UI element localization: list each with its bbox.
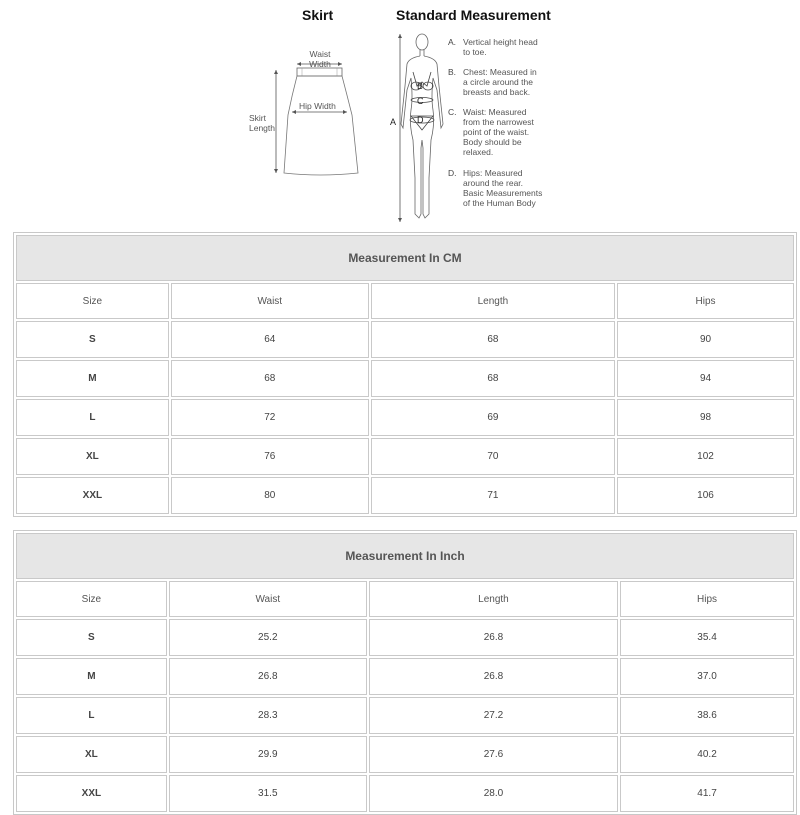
- length-cell: 68: [371, 321, 615, 358]
- hips-cell: 102: [617, 438, 794, 475]
- standard-measurement-heading: Standard Measurement: [396, 7, 551, 23]
- waist-cell: 29.9: [169, 736, 367, 773]
- skirt-length-label-line: Skirt: [249, 113, 266, 123]
- legend-line: from the narrowest: [463, 117, 534, 127]
- measurement-illustration: [0, 0, 800, 230]
- waist-cell: 68: [171, 360, 369, 397]
- size-table-inch: [13, 530, 797, 815]
- size-cell: S: [16, 321, 169, 358]
- legend-text: [463, 67, 558, 97]
- hips-cell: 106: [617, 477, 794, 514]
- legend-line: breasts and back.: [463, 87, 531, 97]
- skirt-length-label-line: Length: [249, 123, 275, 133]
- column-header: Size: [16, 581, 167, 617]
- size-cell: XL: [16, 438, 169, 475]
- legend-letter: C.: [448, 107, 457, 117]
- size-cell: XXL: [16, 775, 167, 812]
- waist-width-label-line: Width: [309, 59, 331, 69]
- waist-cell: 80: [171, 477, 369, 514]
- column-header: Length: [369, 581, 618, 617]
- table-header-row: [16, 283, 794, 319]
- hips-cell: 41.7: [620, 775, 794, 812]
- size-cell: L: [16, 399, 169, 436]
- length-cell: 70: [371, 438, 615, 475]
- body-letter-a: A: [390, 117, 397, 127]
- length-cell: 69: [371, 399, 615, 436]
- table-row: [16, 658, 794, 695]
- table-row: [16, 736, 794, 773]
- size-cell: M: [16, 360, 169, 397]
- table-title: Measurement In CM: [16, 235, 794, 281]
- length-cell: 68: [371, 360, 615, 397]
- hips-cell: 37.0: [620, 658, 794, 695]
- table-title: Measurement In Inch: [16, 533, 794, 579]
- table-row: [16, 477, 794, 514]
- length-cell: 27.2: [369, 697, 618, 734]
- legend-text: [463, 107, 558, 157]
- skirt-length-label: [249, 113, 275, 133]
- hips-cell: 98: [617, 399, 794, 436]
- length-cell: 26.8: [369, 658, 618, 695]
- legend-line: point of the waist.: [463, 127, 530, 137]
- hips-cell: 35.4: [620, 619, 794, 656]
- column-header: Hips: [620, 581, 794, 617]
- legend-line: Waist: Measured: [463, 107, 527, 117]
- column-header: Length: [371, 283, 615, 319]
- waist-cell: 72: [171, 399, 369, 436]
- legend-line: Body should be: [463, 137, 522, 147]
- waist-cell: 31.5: [169, 775, 367, 812]
- body-letter-d: D: [417, 115, 424, 125]
- length-cell: 28.0: [369, 775, 618, 812]
- size-cell: XL: [16, 736, 167, 773]
- legend-line: relaxed.: [463, 147, 494, 157]
- body-letter-b: B: [417, 81, 424, 91]
- table-row: [16, 399, 794, 436]
- legend-text: [463, 37, 558, 57]
- legend-letter: D.: [448, 168, 457, 178]
- legend-letter: A.: [448, 37, 457, 47]
- waist-width-label: [306, 49, 334, 69]
- legend-letter: B.: [448, 67, 457, 77]
- size-cell: M: [16, 658, 167, 695]
- column-header: Hips: [617, 283, 794, 319]
- column-header: Waist: [169, 581, 367, 617]
- hips-cell: 94: [617, 360, 794, 397]
- skirt-heading: Skirt: [302, 7, 334, 23]
- table-row: [16, 775, 794, 812]
- hips-cell: 38.6: [620, 697, 794, 734]
- length-cell: 71: [371, 477, 615, 514]
- body-letter-c: C: [417, 96, 424, 106]
- column-header: Size: [16, 283, 169, 319]
- table-row: [16, 697, 794, 734]
- size-table-cm: [13, 232, 797, 517]
- legend-line: of the Human Body: [463, 198, 536, 208]
- length-cell: 27.6: [369, 736, 618, 773]
- waist-width-label-line: Waist: [309, 49, 331, 59]
- legend-text: [463, 168, 558, 208]
- size-cell: S: [16, 619, 167, 656]
- table-header-row: [16, 581, 794, 617]
- waist-cell: 25.2: [169, 619, 367, 656]
- legend-line: to toe.: [463, 47, 487, 57]
- legend-line: Chest: Measured in: [463, 67, 537, 77]
- table-row: [16, 619, 794, 656]
- column-header: Waist: [171, 283, 369, 319]
- waist-cell: 76: [171, 438, 369, 475]
- table-row: [16, 438, 794, 475]
- human-body-icon: [385, 28, 450, 228]
- legend-line: around the rear.: [463, 178, 524, 188]
- size-cell: XXL: [16, 477, 169, 514]
- table-row: [16, 321, 794, 358]
- waist-cell: 26.8: [169, 658, 367, 695]
- length-cell: 26.8: [369, 619, 618, 656]
- legend-line: Basic Measurements: [463, 188, 543, 198]
- legend-line: a circle around the: [463, 77, 533, 87]
- hips-cell: 90: [617, 321, 794, 358]
- legend-line: Vertical height head: [463, 37, 538, 47]
- waist-cell: 64: [171, 321, 369, 358]
- size-cell: L: [16, 697, 167, 734]
- waist-cell: 28.3: [169, 697, 367, 734]
- hips-cell: 40.2: [620, 736, 794, 773]
- table-row: [16, 360, 794, 397]
- hip-width-label: Hip Width: [299, 101, 336, 111]
- legend-line: Hips: Measured: [463, 168, 523, 178]
